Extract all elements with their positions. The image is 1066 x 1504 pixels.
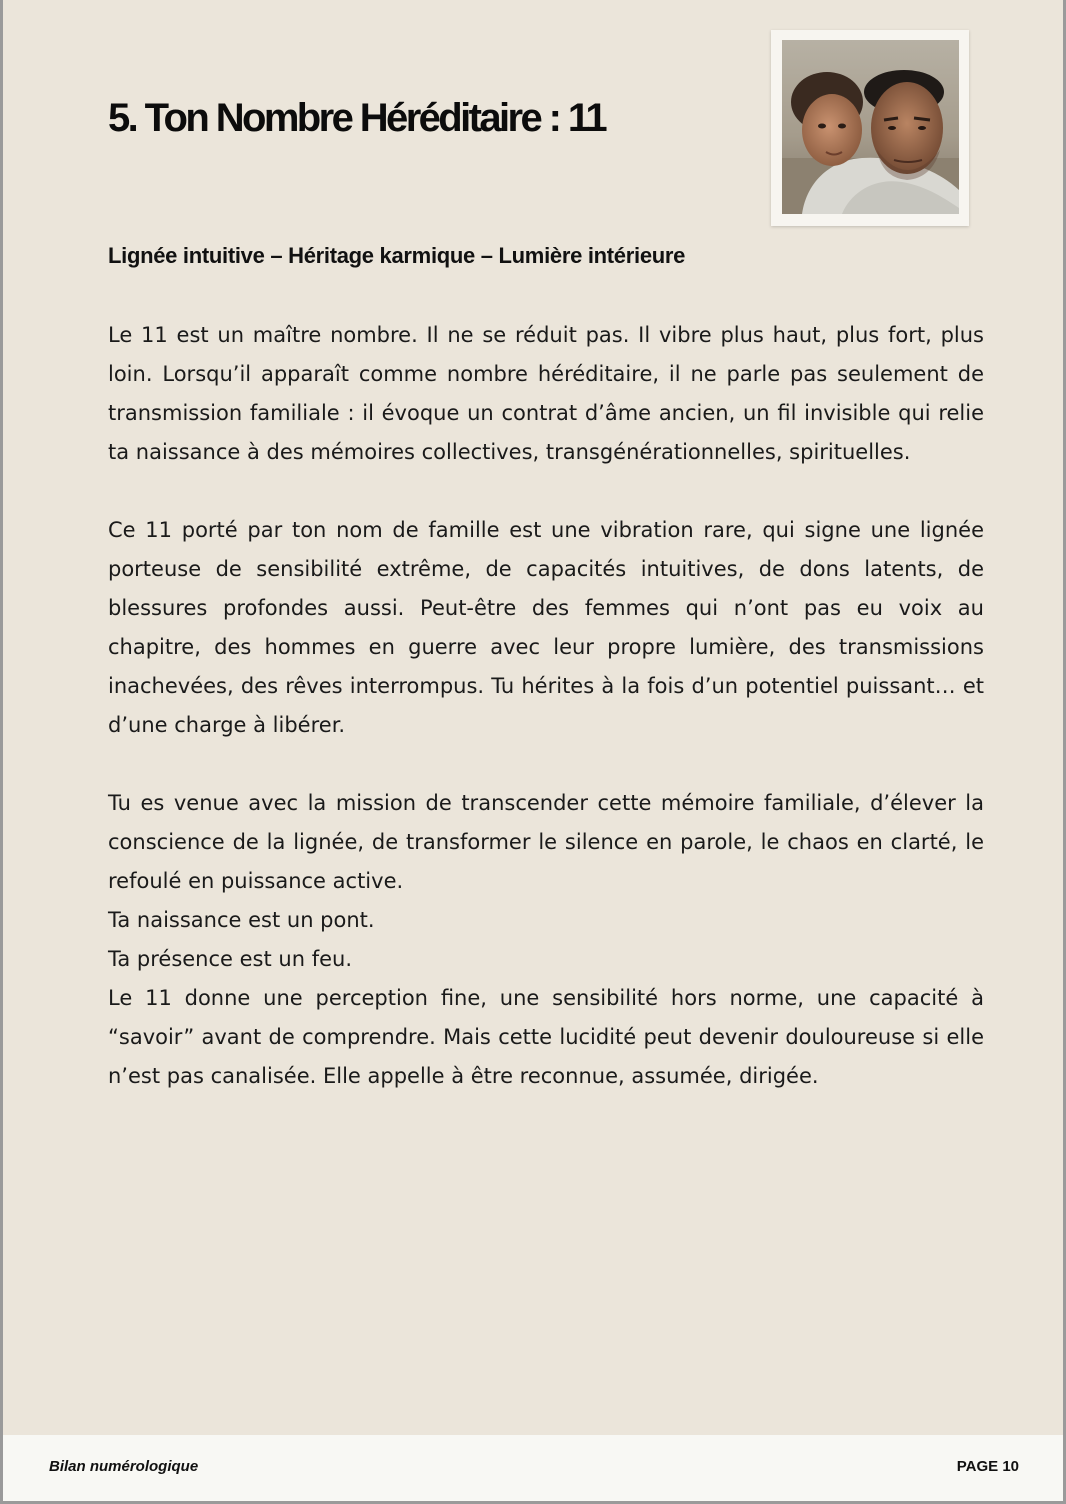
paragraph: Ce 11 porté par ton nom de famille est une vibration rare, qui signe une lignée porteuse de sensibilité extrême, de capacités intuitives, de dons latents, de blessures profondes aussi. Peut-être des femmes qui n’ont pas eu voix au chapitre, des hommes en guerre avec leur propre lumière, des transmissions inachevées, des rêves interrompus. Tu hérites à la fois d’un potentiel puissant… et d’une charge à libérer. <box>108 518 984 737</box>
page-footer <box>3 1435 1063 1501</box>
body-text <box>108 316 984 1096</box>
paragraph: Ta présence est un feu. <box>108 947 352 971</box>
paragraph: Le 11 donne une perception fine, une sensibilité hors norme, une capacité à “savoir” avant de comprendre. Mais cette lucidité peut devenir douloureuse si elle n’est pas canalisée. Elle appelle à être reconnue, assumée, dirigée. <box>108 986 984 1088</box>
footer-document-title: Bilan numérologique <box>49 1458 199 1475</box>
page-number: PAGE 10 <box>956 1458 1019 1475</box>
photo-frame <box>771 30 969 226</box>
paragraph: Tu es venue avec la mission de transcender cette mémoire familiale, d’élever la conscience de la lignée, de transformer le silence en parole, le chaos en clarté, le refoulé en puissance active. <box>108 791 984 893</box>
paragraph: Le 11 est un maître nombre. Il ne se réduit pas. Il vibre plus haut, plus fort, plus loin. Lorsqu’il apparaît comme nombre héréditaire, il ne parle pas seulement de transmission familiale : il évoque un contrat d’âme ancien, un fil invisible qui relie ta naissance à des mémoires collectives, transgénérationnelles, spirituelles. <box>108 323 984 464</box>
page-title: 5. Ton Nombre Héréditaire : 11 <box>108 96 605 140</box>
document-page <box>3 0 1063 1501</box>
section-subtitle: Lignée intuitive – Héritage karmique – Lumière intérieure <box>108 243 686 268</box>
father-child-photo <box>782 40 959 214</box>
paragraph: Ta naissance est un pont. <box>108 908 375 932</box>
